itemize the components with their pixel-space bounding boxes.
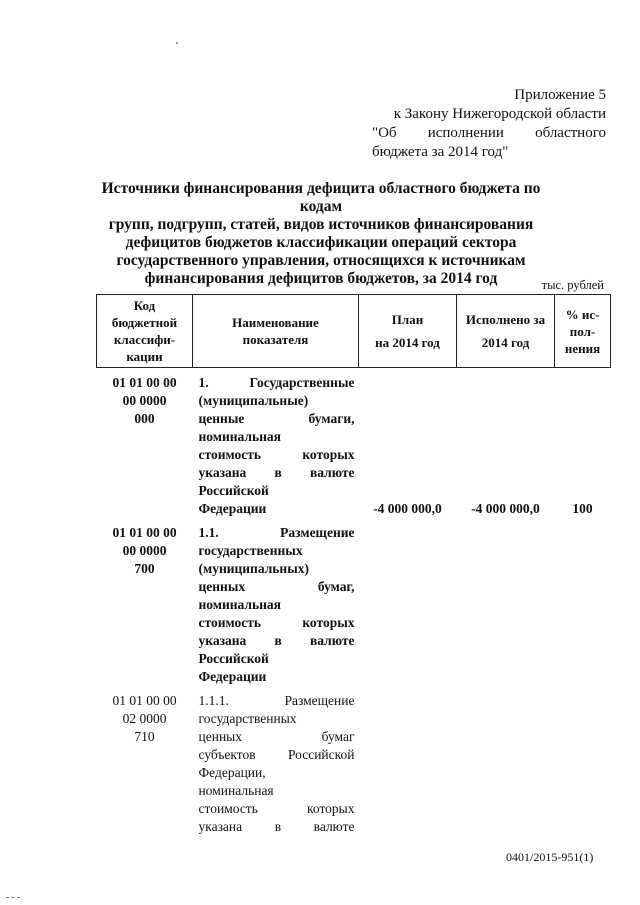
word: валюте	[313, 819, 355, 834]
row-percent: 100	[572, 501, 593, 516]
name-line: государственных	[198, 711, 297, 726]
appendix-block	[372, 86, 606, 162]
header-percent	[555, 295, 611, 368]
header-line: пол-	[569, 323, 596, 339]
appendix-number: Приложение 5	[514, 87, 606, 103]
header-line: бюджетной	[111, 315, 178, 330]
code-line: 02 0000	[122, 711, 167, 726]
row-done	[457, 518, 555, 686]
code-line: 01 01 00 00	[112, 375, 177, 390]
header-line: % ис-	[565, 306, 600, 322]
title-line: дефицитов бюджетов классификации операций сектора	[125, 234, 517, 251]
name-line: Российской	[198, 483, 269, 498]
word: 1.1.	[198, 525, 219, 540]
word: ценных	[198, 729, 242, 744]
word: ценных	[198, 579, 246, 594]
code-line: 000	[134, 411, 155, 426]
word: Российской	[287, 747, 355, 762]
row-done	[457, 686, 555, 836]
word: Размещение	[284, 693, 355, 708]
row-code	[97, 368, 193, 519]
header-line: 2014 год	[481, 335, 530, 350]
units-label: тыс. рублей	[541, 278, 604, 292]
row-done: -4 000 000,0	[471, 501, 540, 516]
header-name	[193, 295, 359, 368]
title-line: государственного управления, относящихся к источникам	[116, 252, 526, 269]
word: указана	[198, 633, 247, 648]
word: бумаги,	[308, 411, 355, 426]
header-line: на 2014 год	[375, 335, 440, 350]
name-line	[199, 746, 355, 764]
table-row	[97, 518, 611, 686]
row-plan	[359, 518, 457, 686]
name-line	[199, 800, 355, 818]
name-line: Российской	[198, 651, 269, 666]
word: указана	[198, 819, 243, 834]
name-line	[199, 524, 355, 542]
header-line: кации	[126, 349, 163, 364]
header-line: План	[391, 312, 424, 327]
name-line: номинальная	[198, 597, 281, 612]
word: валюте	[309, 633, 355, 648]
name-line	[199, 446, 355, 464]
document-title	[86, 180, 556, 288]
document-number: 0401/2015-951(1)	[506, 850, 594, 864]
code-line: 00 0000	[122, 543, 167, 558]
title-line: финансирования дефицитов бюджетов, за 2014 год	[144, 270, 498, 287]
scan-speck	[176, 42, 178, 44]
header-done	[457, 295, 555, 368]
title-line: Источники финансирования дефицита областного бюджета по кодам	[101, 180, 541, 215]
row-code	[97, 518, 193, 686]
word: в	[274, 465, 282, 480]
row-name	[193, 518, 359, 686]
table-header-row	[97, 295, 611, 368]
word: ценные	[198, 411, 245, 426]
word: которых	[302, 615, 355, 630]
row-percent	[555, 518, 611, 686]
appendix-word: исполнении	[427, 125, 504, 141]
header-line: Код	[133, 298, 156, 313]
word: Размещение	[280, 525, 355, 540]
appendix-law-title-end: бюджета за 2014 год"	[372, 144, 509, 160]
word: стоимость	[198, 447, 262, 462]
word: бумаг	[321, 729, 355, 744]
title-line: групп, подгрупп, статей, видов источников финансирования	[108, 216, 534, 233]
word: валюте	[309, 465, 355, 480]
name-line: Федерации,	[198, 765, 266, 780]
header-line: Исполнено за	[465, 312, 546, 327]
name-line: Федерации	[198, 669, 267, 684]
name-line: (муниципальных)	[198, 561, 309, 576]
name-line: номинальная	[198, 429, 281, 444]
name-line	[199, 374, 355, 392]
name-line	[199, 578, 355, 596]
header-line: показателя	[242, 332, 309, 347]
appendix-law: к Закону Нижегородской области	[393, 106, 606, 122]
code-line: 01 01 00 00	[112, 525, 177, 540]
name-line	[199, 614, 355, 632]
header-code	[97, 295, 193, 368]
name-line: номинальная	[198, 783, 274, 798]
header-line: Наименование	[232, 315, 319, 330]
name-line: (муниципальные)	[198, 393, 309, 408]
word: которых	[302, 447, 355, 462]
row-percent	[555, 686, 611, 836]
name-line	[199, 692, 355, 710]
header-line: классифи-	[113, 332, 176, 347]
name-line	[199, 818, 355, 836]
row-name	[193, 686, 359, 836]
row-name	[193, 368, 359, 519]
word: в	[274, 633, 282, 648]
word: которых	[307, 801, 355, 816]
name-line	[199, 728, 355, 746]
row-plan: -4 000 000,0	[373, 501, 442, 516]
name-line	[199, 632, 355, 650]
word: стоимость	[198, 801, 258, 816]
word: 1.1.1.	[198, 693, 229, 708]
financing-table	[96, 294, 611, 836]
word: 1.	[198, 375, 209, 390]
table-row	[97, 368, 611, 519]
name-line	[199, 410, 355, 428]
word: указана	[198, 465, 247, 480]
name-line: государственных	[198, 543, 303, 558]
code-line: 01 01 00 00	[112, 693, 177, 708]
row-code	[97, 686, 193, 836]
appendix-law-title	[372, 124, 606, 143]
appendix-word: "Об	[372, 125, 397, 141]
row-plan	[359, 686, 457, 836]
header-line: нения	[564, 340, 601, 356]
word: Государственные	[249, 375, 355, 390]
code-line: 00 0000	[122, 393, 167, 408]
name-line: Федерации	[198, 501, 267, 516]
word: бумаг,	[317, 579, 355, 594]
scan-mark	[6, 897, 20, 898]
table-row	[97, 686, 611, 836]
code-line: 700	[134, 561, 155, 576]
word: в	[274, 819, 282, 834]
code-line: 710	[134, 729, 155, 744]
header-plan	[359, 295, 457, 368]
word: стоимость	[198, 615, 262, 630]
word: субъектов	[198, 747, 256, 762]
appendix-word: областного	[535, 125, 606, 141]
name-line	[199, 464, 355, 482]
